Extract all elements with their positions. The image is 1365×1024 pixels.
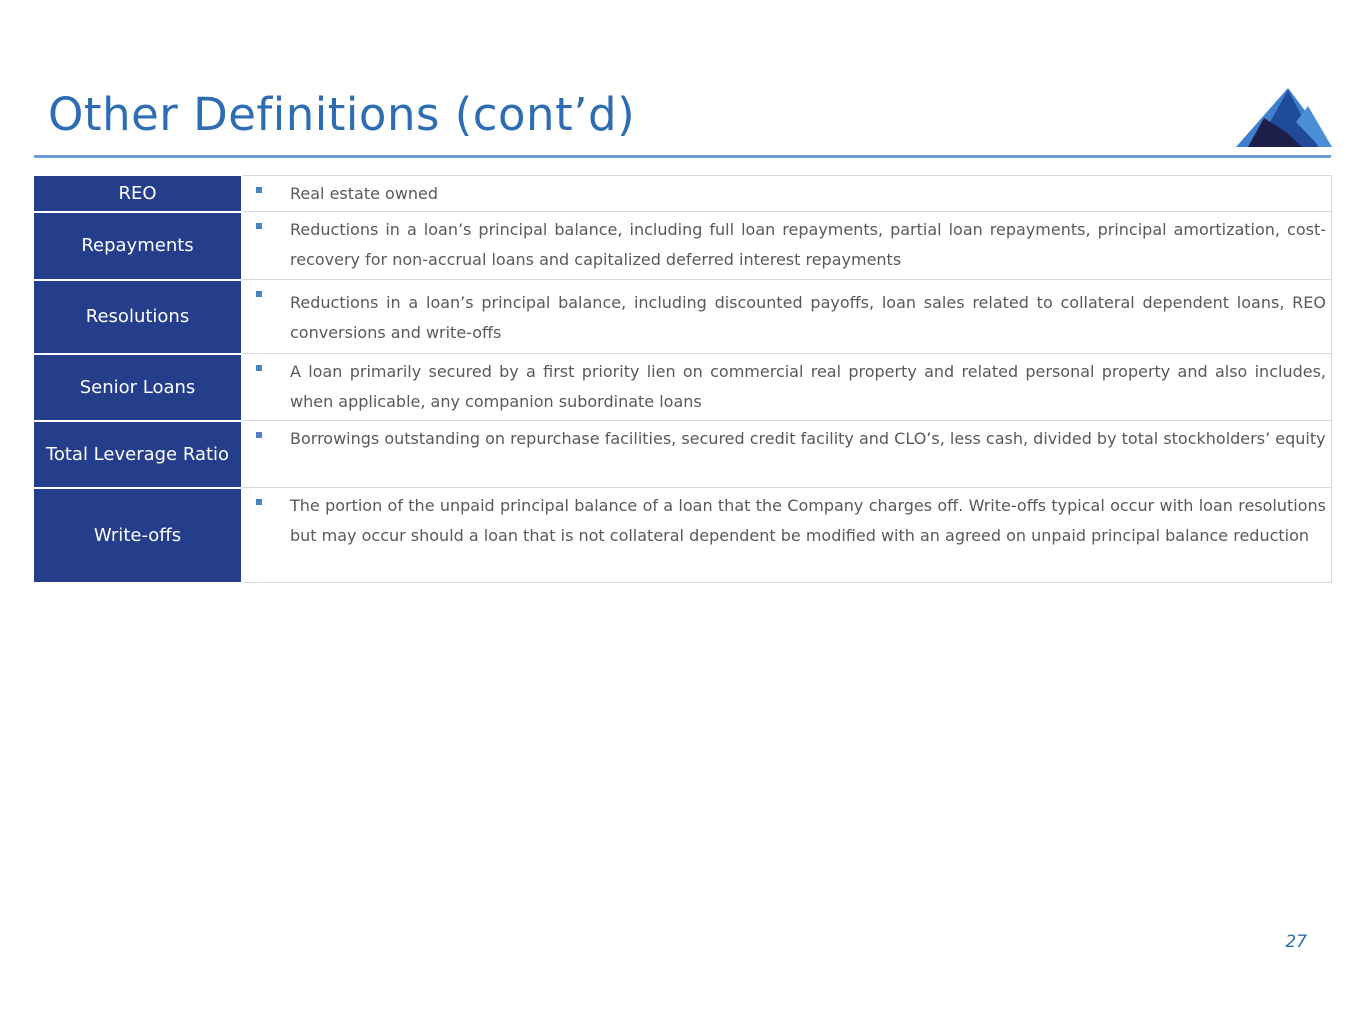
description-cell [242, 176, 1332, 212]
square-bullet-icon [256, 187, 262, 193]
table-row [34, 212, 1332, 280]
table-row [34, 354, 1332, 421]
title-divider [34, 155, 1331, 158]
term-cell: Resolutions [34, 280, 242, 354]
mountain-logo-icon [1236, 88, 1332, 148]
description-cell [242, 488, 1332, 583]
definition-text: Reductions in a loan’s principal balance, including full loan repayments, partial loan repayments, principal amortization, cost-recovery for non-accrual loans and capitalized deferred interest repayments [290, 220, 1326, 269]
definition-text: Reductions in a loan’s principal balance, including discounted payoffs, loan sales related to collateral dependent loans, REO conversions and write-offs [290, 293, 1326, 342]
definitions-table [34, 175, 1332, 584]
page-number: 27 [1285, 932, 1307, 952]
table-row [34, 421, 1332, 488]
description-cell [242, 280, 1332, 354]
square-bullet-icon [256, 223, 262, 229]
term-cell: Senior Loans [34, 354, 242, 421]
square-bullet-icon [256, 365, 262, 371]
square-bullet-icon [256, 499, 262, 505]
definition-text: A loan primarily secured by a first priority lien on commercial real property and related personal property and also includes, when applicable, any companion subordinate loans [290, 362, 1326, 411]
term-cell: REO [34, 176, 242, 212]
page-title: Other Definitions (cont’d) [48, 88, 636, 141]
term-cell: Total Leverage Ratio [34, 421, 242, 488]
term-cell: Write-offs [34, 488, 242, 583]
definition-text: Real estate owned [290, 184, 439, 203]
description-cell [242, 354, 1332, 421]
description-cell [242, 421, 1332, 488]
term-cell: Repayments [34, 212, 242, 280]
square-bullet-icon [256, 432, 262, 438]
square-bullet-icon [256, 291, 262, 297]
definition-text: The portion of the unpaid principal balance of a loan that the Company charges off. Write-offs typical occur with loan resolutions but may occur should a loan that is not collateral dependent be modified with an agreed on unpaid principal balance reduction [290, 496, 1326, 545]
description-cell [242, 212, 1332, 280]
definition-text: Borrowings outstanding on repurchase facilities, secured credit facility and CLO’s, less cash, divided by total stockholders’ equity [290, 429, 1326, 448]
table-row [34, 488, 1332, 583]
table-row [34, 280, 1332, 354]
table-row [34, 176, 1332, 212]
